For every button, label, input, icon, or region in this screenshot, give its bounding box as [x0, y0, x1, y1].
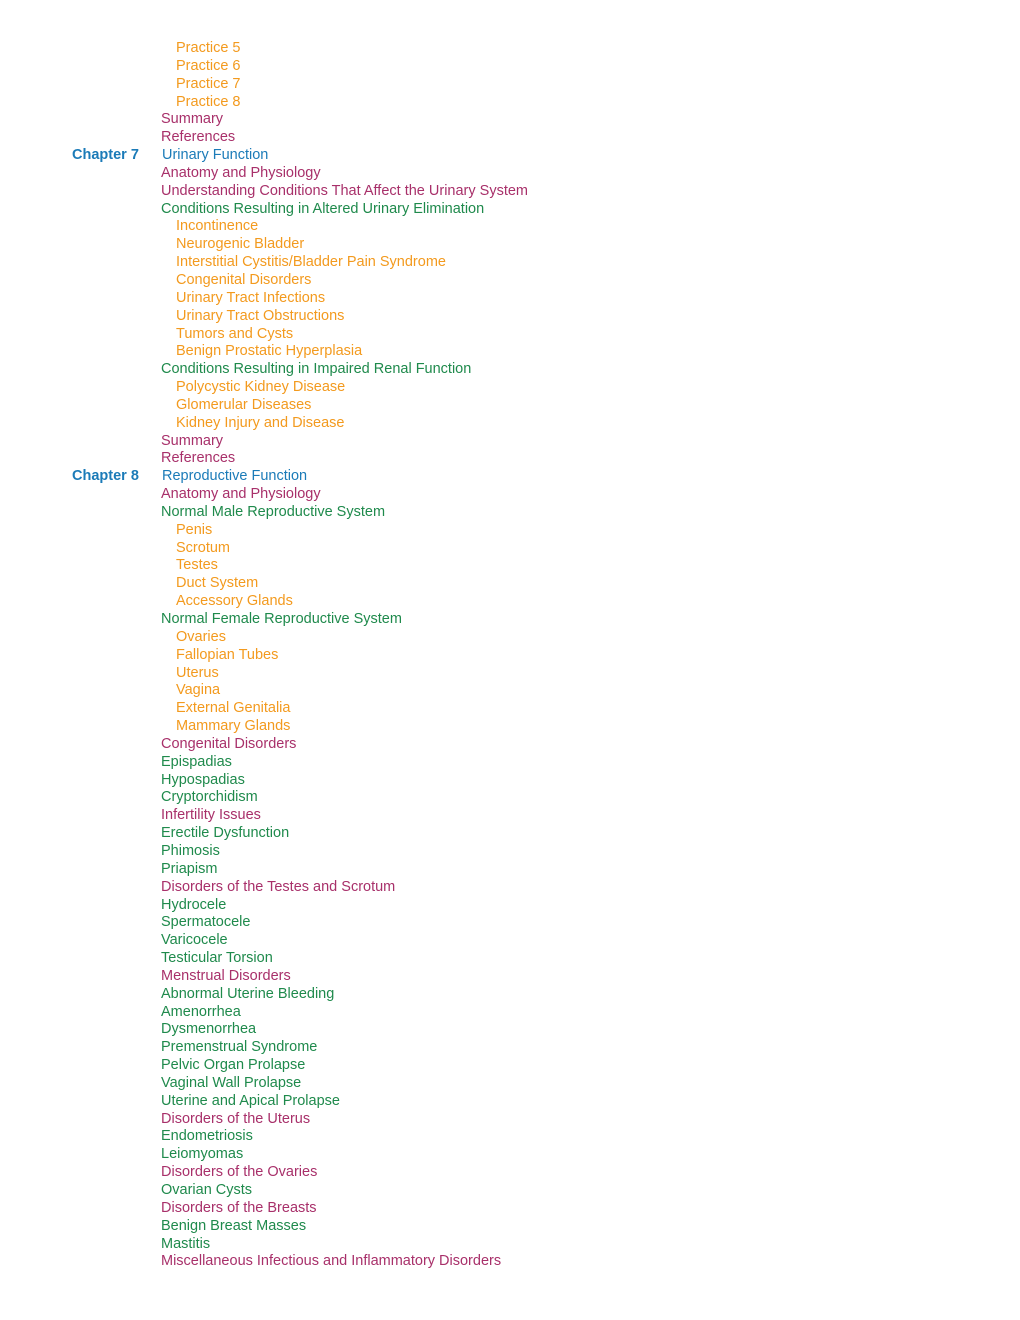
toc-entry-label: Polycystic Kidney Disease: [176, 379, 346, 396]
toc-entry: [0, 343, 1020, 361]
toc-entry-label: Amenorrhea: [161, 1003, 241, 1020]
toc-entry-label: Tumors and Cysts: [176, 325, 294, 342]
toc-entry: [0, 183, 1020, 201]
toc-entry: [0, 932, 1020, 950]
toc-entry: [0, 700, 1020, 718]
toc-entry: [0, 575, 1020, 593]
toc-entry: [0, 682, 1020, 700]
toc-entry-label: Premenstrual Syndrome: [161, 1039, 318, 1056]
toc-entry-label: Penis: [176, 521, 213, 538]
toc-entry-label: Summary: [161, 432, 224, 449]
toc-chapter-entry: [0, 468, 1020, 486]
toc-entry-label: Kidney Injury and Disease: [176, 414, 345, 431]
toc-entry-label: Practice 8: [176, 93, 241, 110]
toc-entry: [0, 1146, 1020, 1164]
toc-entry-label: Disorders of the Uterus: [161, 1110, 311, 1127]
toc-entry: [0, 40, 1020, 58]
toc-entry-label: Conditions Resulting in Impaired Renal Function: [161, 361, 472, 378]
toc-entry: [0, 807, 1020, 825]
toc-entry: [0, 1004, 1020, 1022]
toc-entry: [0, 379, 1020, 397]
toc-entry-label: Infertility Issues: [161, 807, 261, 824]
toc-entry-label: Disorders of the Breasts: [161, 1199, 317, 1216]
toc-entry: [0, 94, 1020, 112]
toc-entry: [0, 1253, 1020, 1271]
toc-entry-label: Neurogenic Bladder: [176, 236, 305, 253]
toc-entry-label: Phimosis: [161, 842, 220, 859]
toc-entry-label: References: [161, 129, 236, 146]
toc-entry-label: Vagina: [176, 682, 221, 699]
toc-entry-label: Congenital Disorders: [176, 271, 312, 288]
toc-entry: [0, 897, 1020, 915]
toc-entry-label: Fallopian Tubes: [176, 646, 279, 663]
toc-entry: [0, 129, 1020, 147]
toc-entry: [0, 611, 1020, 629]
toc-entry-label: Urinary Tract Infections: [176, 289, 326, 306]
toc-entry: [0, 1057, 1020, 1075]
toc-entry: [0, 1182, 1020, 1200]
toc-entry: [0, 665, 1020, 683]
toc-entry-label: Accessory Glands: [176, 593, 293, 610]
toc-entry-label: Summary: [161, 111, 224, 128]
toc-entry: [0, 772, 1020, 790]
toc-entry-label: Normal Male Reproductive System: [161, 503, 386, 520]
toc-entry: [0, 1128, 1020, 1146]
toc-entry: [0, 486, 1020, 504]
toc-entry-label: Epispadias: [161, 753, 232, 770]
toc-entry: [0, 950, 1020, 968]
chapter-title: Urinary Function: [162, 147, 269, 164]
toc-entry: [0, 718, 1020, 736]
toc-entry: [0, 879, 1020, 897]
toc-entry-label: Mammary Glands: [176, 718, 291, 735]
toc-entry: [0, 361, 1020, 379]
toc-entry-label: Ovaries: [176, 628, 226, 645]
toc-entry-label: Pelvic Organ Prolapse: [161, 1057, 306, 1074]
toc-entry: [0, 450, 1020, 468]
toc-entry: [0, 272, 1020, 290]
toc-entry-label: References: [161, 450, 236, 467]
toc-entry: [0, 1164, 1020, 1182]
toc-entry: [0, 1093, 1020, 1111]
toc-entry-label: External Genitalia: [176, 700, 291, 717]
toc-entry: [0, 111, 1020, 129]
chapter-title: Reproductive Function: [162, 468, 308, 485]
toc-entry: [0, 58, 1020, 76]
toc-entry-label: Benign Breast Masses: [161, 1217, 307, 1234]
toc-entry: [0, 433, 1020, 451]
toc-entry-label: Uterus: [176, 664, 219, 681]
toc-entry: [0, 986, 1020, 1004]
toc-entry: [0, 1039, 1020, 1057]
toc-entry: [0, 308, 1020, 326]
chapter-number: Chapter 7: [72, 147, 139, 164]
toc-entry-label: Vaginal Wall Prolapse: [161, 1074, 302, 1091]
toc-entry: [0, 290, 1020, 308]
toc-entry: [0, 254, 1020, 272]
toc-entry: [0, 557, 1020, 575]
toc-entry: [0, 415, 1020, 433]
toc-entry: [0, 593, 1020, 611]
toc-entry-label: Miscellaneous Infectious and Inflammatory Disorders: [161, 1253, 502, 1270]
toc-entry-label: Practice 6: [176, 57, 241, 74]
toc-entry: [0, 397, 1020, 415]
toc-entry: [0, 825, 1020, 843]
toc-entry-label: Urinary Tract Obstructions: [176, 307, 345, 324]
toc-entry-label: Practice 5: [176, 40, 241, 56]
toc-entry-label: Priapism: [161, 860, 218, 877]
toc-entry-label: Incontinence: [176, 218, 259, 235]
toc-entry-label: Normal Female Reproductive System: [161, 611, 402, 627]
toc-entry-label: Spermatocele: [161, 914, 251, 931]
toc-entry: [0, 843, 1020, 861]
toc-entry-label: Erectile Dysfunction: [161, 825, 290, 842]
toc-entry-label: Hydrocele: [161, 896, 227, 913]
toc-entry: [0, 76, 1020, 94]
toc-entry: [0, 218, 1020, 236]
toc-entry: [0, 1111, 1020, 1129]
toc-entry-label: Abnormal Uterine Bleeding: [161, 985, 335, 1002]
toc-entry-label: Hypospadias: [161, 771, 245, 788]
toc-entry: [0, 914, 1020, 932]
toc-entry-label: Testicular Torsion: [161, 950, 273, 967]
toc-entry: [0, 540, 1020, 558]
toc-entry-label: Conditions Resulting in Altered Urinary Elimination: [161, 200, 485, 217]
toc-entry-label: Mastitis: [161, 1235, 211, 1252]
toc-entry: [0, 326, 1020, 344]
toc-entry-label: Dysmenorrhea: [161, 1021, 257, 1038]
toc-entry-label: Disorders of the Ovaries: [161, 1164, 318, 1181]
toc-entry: [0, 1200, 1020, 1218]
toc-entry: [0, 629, 1020, 647]
toc-entry: [0, 647, 1020, 665]
toc-entry-label: Ovarian Cysts: [161, 1182, 253, 1198]
toc-entry: [0, 201, 1020, 219]
toc-entry-label: Endometriosis: [161, 1128, 253, 1145]
toc-entry: [0, 968, 1020, 986]
toc-entry: [0, 1075, 1020, 1093]
toc-entry: [0, 1218, 1020, 1236]
toc-entry-label: Testes: [176, 557, 218, 574]
toc-chapter-entry: [0, 147, 1020, 165]
toc-entry-label: Disorders of the Testes and Scrotum: [161, 878, 396, 895]
toc-entry: [0, 165, 1020, 183]
chapter-number: Chapter 8: [72, 468, 139, 485]
toc-entry-label: Anatomy and Physiology: [161, 164, 321, 181]
toc-entry-label: Interstitial Cystitis/Bladder Pain Syndrome: [176, 254, 446, 271]
toc-entry: [0, 861, 1020, 879]
toc-entry-label: Menstrual Disorders: [161, 967, 291, 984]
toc-entry-label: Congenital Disorders: [161, 735, 297, 752]
toc-entry: [0, 754, 1020, 772]
toc-entry-label: Understanding Conditions That Affect the Urinary System: [161, 182, 528, 199]
toc-entry-label: Leiomyomas: [161, 1146, 244, 1163]
toc-entry: [0, 522, 1020, 540]
toc-entry-label: Glomerular Diseases: [176, 396, 312, 413]
toc-entry-label: Duct System: [176, 575, 259, 592]
toc-entry: [0, 236, 1020, 254]
toc-entry: [0, 1021, 1020, 1039]
toc-entry-label: Anatomy and Physiology: [161, 486, 321, 503]
toc-entry-label: Varicocele: [161, 932, 228, 949]
toc-entry-label: Cryptorchidism: [161, 789, 258, 806]
toc-entry-label: Benign Prostatic Hyperplasia: [176, 343, 363, 360]
toc-entry: [0, 736, 1020, 754]
table-of-contents: [0, 40, 1020, 1271]
toc-entry-label: Scrotum: [176, 539, 230, 556]
toc-entry: [0, 504, 1020, 522]
toc-entry-label: Uterine and Apical Prolapse: [161, 1092, 340, 1109]
toc-entry-label: Practice 7: [176, 75, 241, 92]
toc-entry: [0, 789, 1020, 807]
toc-entry: [0, 1236, 1020, 1254]
